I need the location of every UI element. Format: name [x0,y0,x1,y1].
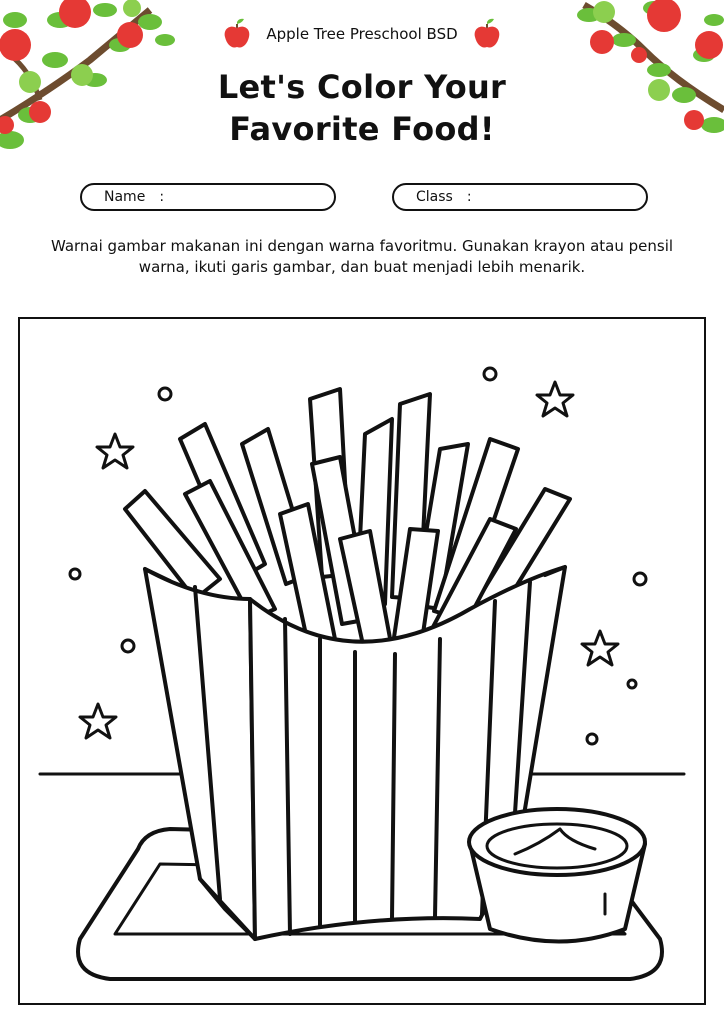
apple-icon [472,18,502,50]
name-field[interactable] [80,183,336,211]
school-header [0,18,724,50]
french-fries-illustration [20,319,704,1003]
name-colon: : [159,189,165,205]
title-line-1: Let's Color Your [217,68,507,106]
title-line-2: Favorite Food! [229,110,495,148]
class-field[interactable] [392,183,648,211]
class-label: Class [416,189,453,205]
apple-icon [222,18,252,50]
coloring-frame [18,317,706,1005]
school-name: Apple Tree Preschool BSD [266,25,458,43]
name-label: Name [104,189,146,205]
page-title [0,66,724,150]
class-colon: : [466,189,472,205]
instructions-text: Warnai gambar makanan ini dengan warna favoritmu. Gunakan krayon atau pensil warna, ikuti garis gambar, dan buat menjadi lebih menarik. [50,237,674,276]
